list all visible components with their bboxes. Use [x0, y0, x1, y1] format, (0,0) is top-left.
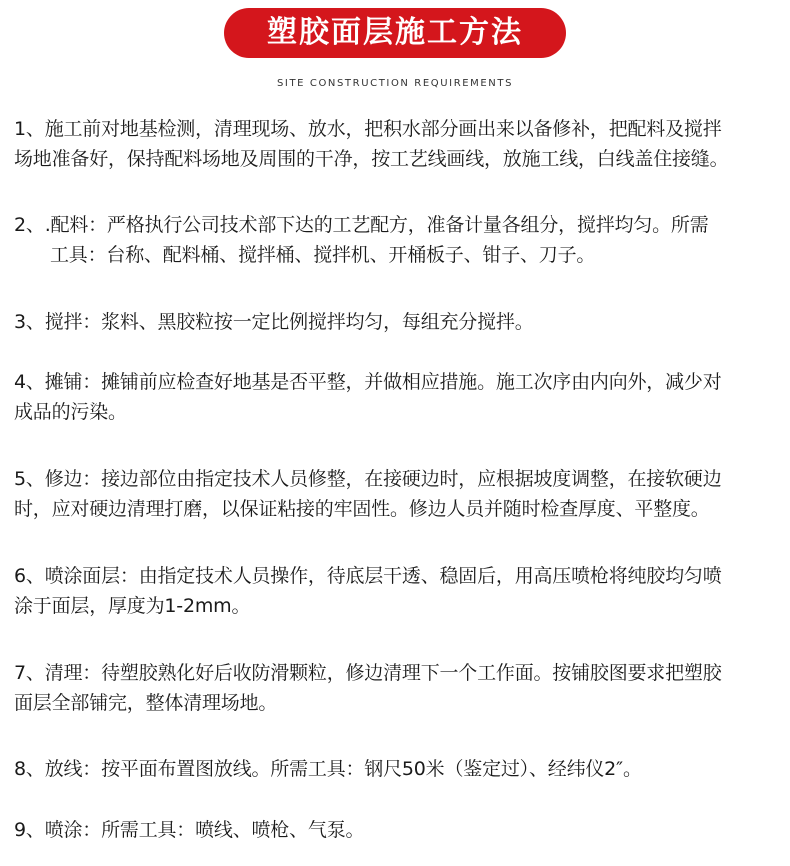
step-8-line-1: 8、放线：按平面布置图放线。所需工具：钢尺50米（鉴定过）、经纬仪2″。 — [14, 758, 642, 780]
step-9-line-1: 9、喷涂：所需工具：喷线、喷枪、气泵。 — [14, 819, 365, 841]
step-1-paragraph — [14, 114, 780, 174]
step-2-line-1: 2、.配料：严格执行公司技术部下达的工艺配方，准备计量各组分，搅拌均匀。所需 — [14, 214, 709, 236]
page-title: 塑胶面层施工方法 — [224, 8, 566, 58]
step-3-paragraph — [14, 307, 780, 337]
step-6-line-1: 6、喷涂面层：由指定技术人员操作，待底层干透、稳固后，用高压喷枪将纯胶均匀喷 — [14, 565, 722, 587]
step-2-paragraph — [14, 210, 780, 270]
step-5-line-2: 时，应对硬边清理打磨，以保证粘接的牢固性。修边人员并随时检查厚度、平整度。 — [14, 498, 710, 520]
step-9-paragraph — [14, 815, 780, 845]
step-7-line-2: 面层全部铺完，整体清理场地。 — [14, 692, 278, 714]
step-6-paragraph — [14, 561, 780, 621]
step-5-paragraph — [14, 464, 780, 524]
step-7-paragraph — [14, 658, 780, 718]
step-1-line-2: 场地准备好，保持配料场地及周围的干净，按工艺线画线，放施工线，白线盖住接缝。 — [14, 148, 729, 170]
step-6-line-2: 涂于面层，厚度为1-2mm。 — [14, 595, 251, 617]
step-7-line-1: 7、清理：待塑胶熟化好后收防滑颗粒，修边清理下一个工作面。按铺胶图要求把塑胶 — [14, 662, 722, 684]
step-4-paragraph — [14, 367, 780, 427]
step-5-line-1: 5、修边：接边部位由指定技术人员修整，在接硬边时，应根据坡度调整，在接软硬边 — [14, 468, 722, 490]
step-2-line-2: 工具：台称、配料桶、搅拌桶、搅拌机、开桶板子、钳子、刀子。 — [50, 244, 596, 266]
step-1-line-1: 1、施工前对地基检测，清理现场、放水，把积水部分画出来以备修补，把配料及搅拌 — [14, 118, 722, 140]
page-subtitle: SITE CONSTRUCTION REQUIREMENTS — [276, 78, 514, 89]
step-3-line-1: 3、搅拌：浆料、黑胶粒按一定比例搅拌均匀，每组充分搅拌。 — [14, 311, 534, 333]
step-4-line-2: 成品的污染。 — [14, 401, 127, 423]
step-8-paragraph — [14, 754, 780, 784]
step-4-line-1: 4、摊铺：摊铺前应检查好地基是否平整，并做相应措施。施工次序由内向外，减少对 — [14, 371, 722, 393]
